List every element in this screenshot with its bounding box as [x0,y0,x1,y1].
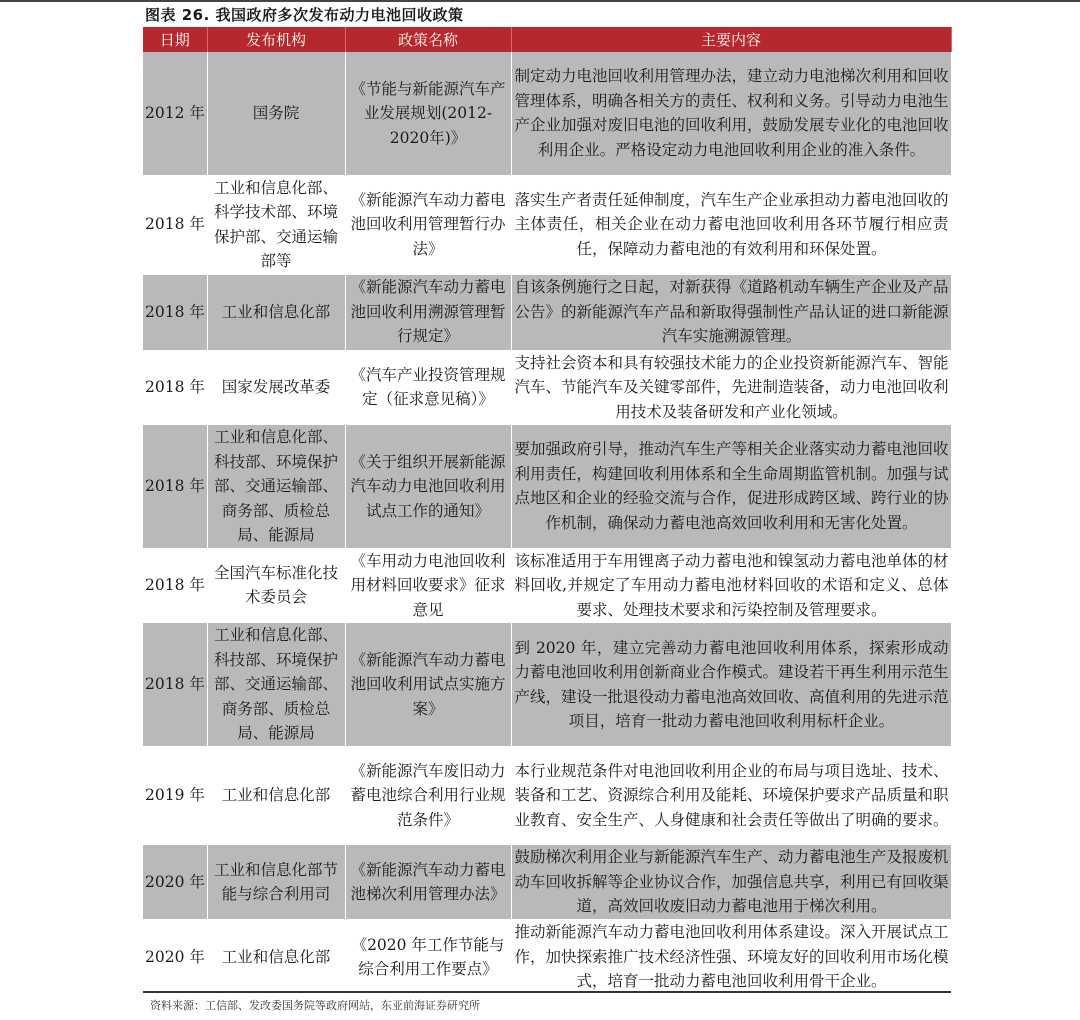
cell-org: 工业和信息化部 [207,274,345,350]
header-org: 发布机构 [207,27,345,52]
cell-policy: 《新能源汽车动力蓄电池回收利用试点实施方案》 [345,623,511,747]
source-note: 资料来源：工信部、发改委国务院等政府网站，东亚前海证券研究所 [150,999,480,1012]
cell-content: 要加强政府引导，推动汽车生产等相关企业落实动力蓄电池回收利用责任，构建回收利用体系和全生命周期监管机制。加强与试点地区和企业的经验交流与合作，促进形成跨区域、跨行业的协作机制，确保动力蓄电池高效回收利用和无害化处置。 [511,425,951,549]
table-row [143,175,951,274]
cell-policy: 《新能源汽车动力蓄电池梯次利用管理办法》 [345,845,511,920]
header-date: 日期 [143,27,207,52]
cell-policy: 《车用动力电池回收利用材料回收要求》征求意见 [345,548,511,623]
cell-date: 2018 年 [143,350,207,425]
cell-org: 全国汽车标准化技术委员会 [207,548,345,623]
cell-content: 鼓励梯次利用企业与新能源汽车生产、动力蓄电池生产及报废机动车回收拆解等企业协议合作，加强信息共享，利用已有回收渠道，高效回收废旧动力蓄电池用于梯次利用。 [511,845,951,920]
cell-content: 推动新能源汽车动力蓄电池回收利用体系建设。深入开展试点工作，加快探索推广技术经济性强、环境友好的回收利用市场化模式，培育一批动力蓄电池回收利用骨干企业。 [511,920,951,995]
cell-date: 2018 年 [143,175,207,274]
header-content: 主要内容 [511,27,951,52]
cell-policy: 《新能源汽车动力蓄电池回收利用溯源管理暂行规定》 [345,274,511,350]
table-row [143,350,951,425]
table-row [143,548,951,623]
cell-org: 工业和信息化部、科技部、环境保护部、交通运输部、商务部、质检总局、能源局 [207,623,345,747]
cell-date: 2012 年 [143,52,207,175]
cell-date: 2018 年 [143,425,207,549]
cell-policy: 《汽车产业投资管理规定（征求意见稿）》 [345,350,511,425]
policy-table [143,27,952,995]
cell-content: 落实生产者责任延伸制度，汽车生产企业承担动力蓄电池回收的主体责任，相关企业在动力蓄电池回收利用各环节履行相应责任，保障动力蓄电池的有效利用和环保处置。 [511,175,951,274]
table-row [143,274,951,350]
cell-policy: 《新能源汽车动力蓄电池回收利用管理暂行办法》 [345,175,511,274]
figure-title: 图表 26. 我国政府多次发布动力电池回收政策 [145,6,464,24]
cell-org: 工业和信息化部 [207,920,345,995]
table-row [143,425,951,549]
cell-date: 2018 年 [143,548,207,623]
cell-date: 2018 年 [143,623,207,747]
cell-content: 该标准适用于车用锂离子动力蓄电池和镍氢动力蓄电池单体的材料回收,并规定了车用动力蓄电池材料回收的术语和定义、总体要求、处理技术要求和污染控制及管理要求。 [511,548,951,623]
cell-policy: 《节能与新能源汽车产业发展规划(2012-2020年)》 [345,52,511,175]
cell-content: 自该条例施行之日起，对新获得《道路机动车辆生产企业及产品公告》的新能源汽车产品和新取得强制性产品认证的进口新能源汽车实施溯源管理。 [511,274,951,350]
cell-policy: 《新能源汽车废旧动力蓄电池综合利用行业规范条件》 [345,747,511,845]
top-edge [0,0,1080,2]
cell-org: 国家发展改革委 [207,350,345,425]
table-row [143,623,951,747]
cell-org: 工业和信息化部节能与综合利用司 [207,845,345,920]
table-row [143,920,951,995]
cell-policy: 《2020 年工作节能与综合利用工作要点》 [345,920,511,995]
cell-date: 2019 年 [143,747,207,845]
table-row [143,52,951,175]
cell-org: 工业和信息化部、科学技术部、环境保护部、交通运输部等 [207,175,345,274]
table-row [143,747,951,845]
cell-date: 2018 年 [143,274,207,350]
header-policy: 政策名称 [345,27,511,52]
footer-rule [143,991,951,993]
cell-org: 工业和信息化部 [207,747,345,845]
cell-content: 支持社会资本和具有较强技术能力的企业投资新能源汽车、智能汽车、节能汽车及关键零部件，先进制造装备，动力电池回收利用技术及装备研发和产业化领域。 [511,350,951,425]
cell-content: 到 2020 年，建立完善动力蓄电池回收利用体系，探索形成动力蓄电池回收利用创新商业合作模式。建设若干再生利用示范生产线，建设一批退役动力蓄电池高效回收、高值利用的先进示范项目，培育一批动力蓄电池回收利用标杆企业。 [511,623,951,747]
cell-content: 本行业规范条件对电池回收利用企业的布局与项目选址、技术、装备和工艺、资源综合利用及能耗、环境保护要求产品质量和职业教育、安全生产、人身健康和社会责任等做出了明确的要求。 [511,747,951,845]
cell-org: 国务院 [207,52,345,175]
table-row [143,845,951,920]
table-header [143,27,951,52]
cell-org: 工业和信息化部、科技部、环境保护部、交通运输部、商务部、质检总局、能源局 [207,425,345,549]
cell-date: 2020 年 [143,920,207,995]
cell-date: 2020 年 [143,845,207,920]
cell-content: 制定动力电池回收利用管理办法，建立动力电池梯次利用和回收管理体系，明确各相关方的责任、权利和义务。引导动力电池生产企业加强对废旧电池的回收利用，鼓励发展专业化的电池回收利用企业。严格设定动力电池回收利用企业的准入条件。 [511,52,951,175]
cell-policy: 《关于组织开展新能源汽车动力电池回收利用试点工作的通知》 [345,425,511,549]
